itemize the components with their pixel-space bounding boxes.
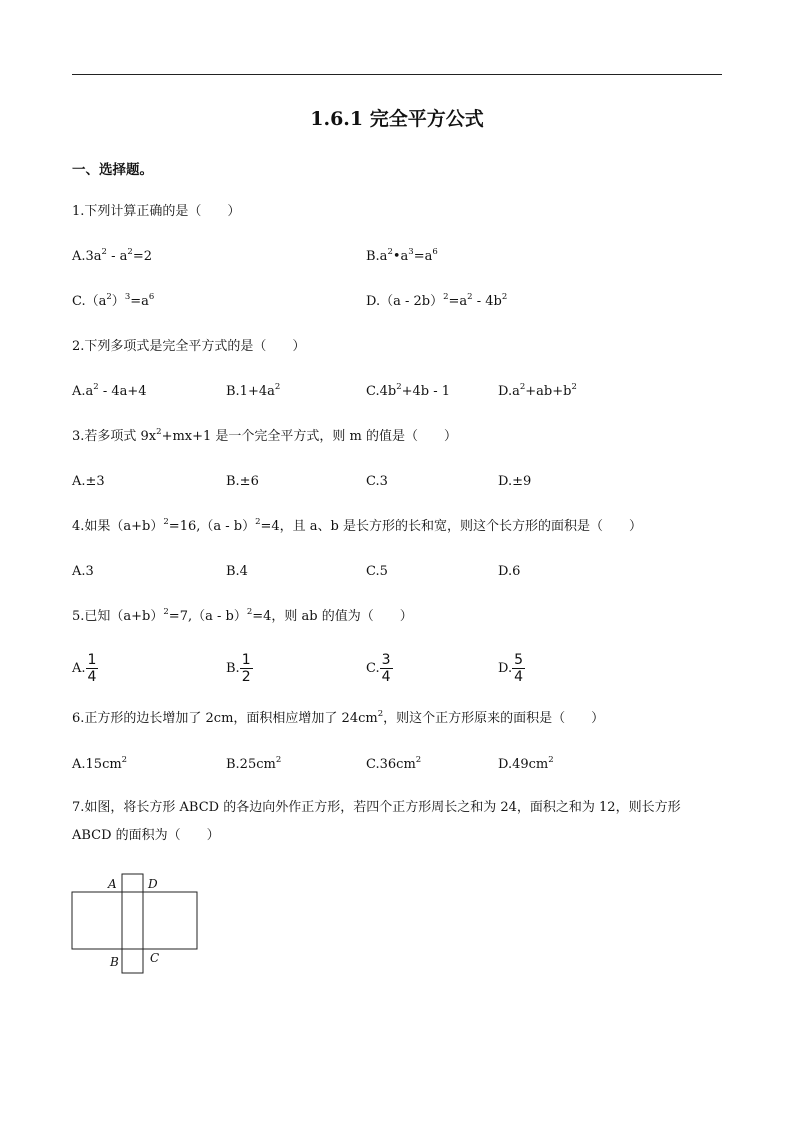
q2-option-a: $A.a^2 - 4a+4$ (72, 382, 147, 399)
label-d: D (148, 877, 158, 891)
fraction: $\frac{5}{4}$ (514, 652, 524, 685)
q6-option-b: $B.25cm^2$ (226, 755, 282, 772)
q3-option-b: B.±6 (226, 474, 259, 489)
question-3-stem: 3.若多项式 $9x^2+mx+1$ 是一个完全平方式，则 m 的值是（ ） (72, 427, 458, 444)
question-7-stem: 7.如图，将长方形 ABCD 的各边向外作正方形，若四个正方形周长之和为 24，面积之和为 12，则长方形 ABCD 的面积为（ ） (72, 800, 681, 843)
label-b: B (110, 955, 119, 969)
question-4-stem: 4.如果$(a+b)^2=16,(a - b)^2=4$，且 a、b 是长方形的长和宽，则这个长方形的面积是（ ） (72, 517, 643, 534)
page-title: 1.6.1 完全平方公式 (310, 108, 484, 130)
horizontal-rectangle (72, 892, 197, 949)
q4-option-a: A.3 (72, 564, 94, 579)
q6-option-d: $D.49cm^2$ (498, 755, 554, 772)
question-2-stem: 2.下列多项式是完全平方式的是（ ） (72, 339, 306, 354)
q5-option-b: B. $\frac{1}{2}$ (226, 652, 251, 685)
q2-option-b: $B.1+4a^2$ (226, 382, 281, 399)
question-1-stem: 1.下列计算正确的是（ ） (72, 204, 241, 219)
q2-option-c: $C.4b^2+4b - 1$ (366, 382, 451, 399)
fraction: $\frac{1}{4}$ (87, 652, 97, 685)
section-heading: 一、选择题。 (72, 162, 153, 178)
label-c: C (150, 951, 160, 965)
q4-option-c: C.5 (366, 564, 388, 579)
rectangle-squares-figure (66, 872, 206, 977)
q6-option-c: $C.36cm^2$ (366, 755, 422, 772)
q1-option-d: $D.(a - 2b)^2=a^2 - 4b^2$ (366, 292, 508, 309)
q3-option-a: A.±3 (72, 474, 105, 489)
q6-option-a: $A.15cm^2$ (72, 755, 128, 772)
q1-option-a: $A.3a^2 - a^2=2$ (72, 247, 152, 264)
q5-option-d: D. $\frac{5}{4}$ (498, 652, 524, 685)
label-a: A (108, 877, 117, 891)
question-6-stem: 6.正方形的边长增加了 2cm，面积相应增加了 $24cm^2$，则这个正方形原来的面积是（ ） (72, 709, 605, 726)
fraction: $\frac{3}{4}$ (381, 652, 391, 685)
q2-option-d: $D.a^2+ab+b^2$ (498, 382, 577, 399)
q4-option-d: D.6 (498, 564, 521, 579)
header-rule (72, 74, 722, 75)
q1-option-b: $B.a^2•a^3=a^6$ (366, 247, 438, 264)
q4-option-b: B.4 (226, 564, 248, 579)
q5-option-c: C. $\frac{3}{4}$ (366, 652, 391, 685)
question-5-stem: 5.已知$(a+b)^2=7,(a - b)^2=4$，则 ab 的值为（ ） (72, 607, 413, 624)
q1-option-c: $C.(a^2)^3=a^6$ (72, 292, 155, 309)
vertical-rectangle (122, 874, 143, 973)
fraction: $\frac{1}{2}$ (241, 652, 251, 685)
q5-option-a: A. $\frac{1}{4}$ (72, 652, 97, 685)
q3-option-c: C.3 (366, 474, 388, 489)
q3-option-d: D.±9 (498, 474, 532, 489)
